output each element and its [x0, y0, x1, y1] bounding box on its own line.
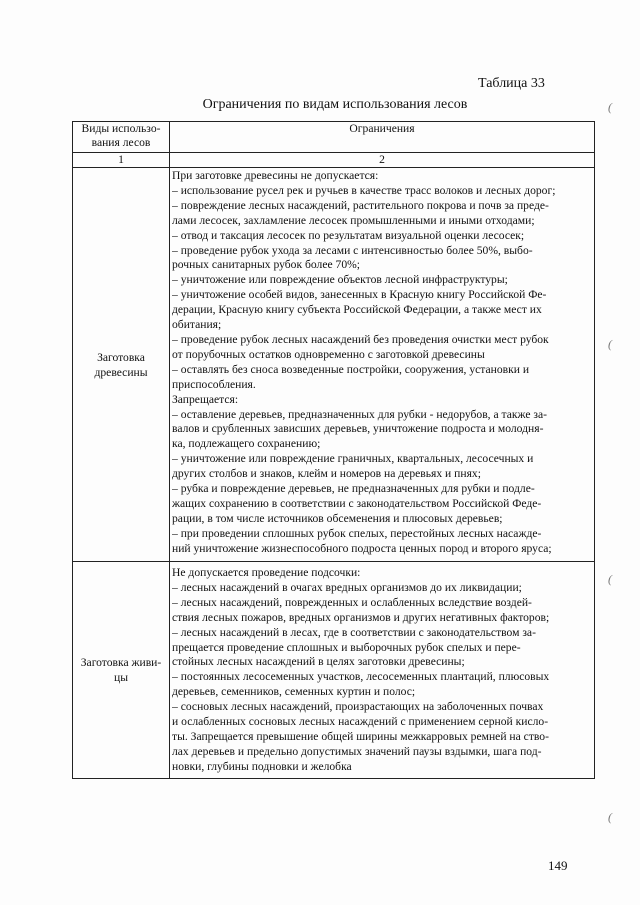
restriction-line: Не допускается проведение подсочки:: [172, 566, 361, 579]
restriction-line: новки, глубины подновки и желобка: [172, 759, 352, 773]
restriction-line: ка, подлежащего сохранению;: [172, 437, 321, 451]
column-number-2: 2: [170, 153, 595, 168]
column-header-restrictions: Ограничения: [170, 122, 595, 153]
restriction-line: – проведение рубок ухода за лесами с интенсивностью более 50%, выбо-: [172, 243, 533, 257]
row-name-timber-harvesting: Заготовка древесины: [73, 168, 170, 562]
restriction-line: прещается проведение сплошных и выборочных рубок спелых и пере-: [172, 640, 521, 654]
header-row: [73, 122, 595, 153]
restriction-line: – проведение рубок лесных насаждений без проведения очистки мест рубок: [172, 332, 549, 346]
restriction-line: – уничтожение или повреждение граничных, квартальных, лесосечных и: [172, 452, 534, 466]
row-name-resin-harvesting: Заготовка живи-цы: [73, 562, 170, 779]
restriction-line: валов и срубленных зависших деревьев, уничтожение подроста и молодня-: [172, 422, 544, 436]
table-title: Ограничения по видам использования лесов: [202, 97, 468, 112]
margin-mark: (: [608, 572, 612, 586]
restriction-line: ствия лесных пожаров, вредных организмов и других негативных факторов;: [172, 610, 550, 624]
restriction-line: – лесных насаждений в очагах вредных организмов до их ликвидации;: [172, 580, 522, 594]
restriction-line: рации, в том числе источников обсеменения и плюсовых деревьев;: [172, 511, 503, 525]
restriction-line: – повреждение лесных насаждений, растительного покрова и почв за преде-: [172, 198, 549, 212]
restriction-line: приспособления.: [172, 377, 256, 391]
restriction-line: Запрещается:: [172, 392, 239, 406]
restriction-line: – отвод и таксация лесосек по результатам визуальной оценки лесосек;: [172, 228, 525, 242]
restriction-line: лами лесосек, захламление лесосек промышленными и иными отходами;: [172, 213, 535, 227]
restrictions-table: [72, 121, 595, 779]
restriction-line: от порубочных остатков одновременно с заготовкой древесины: [172, 347, 485, 361]
margin-mark: (: [608, 100, 612, 114]
column-number-1: 1: [73, 153, 170, 168]
restriction-line: – постоянных лесосеменных участков, лесосеменных плантаций, плюсовых: [172, 670, 550, 684]
restriction-line: – оставление деревьев, предназначенных для рубки - недорубов, а также за-: [172, 407, 547, 421]
restriction-line: – уничтожение или повреждение объектов лесной инфраструктуры;: [172, 273, 508, 287]
restriction-line: – при проведении сплошных рубок спелых, перестойных лесных насажде-: [172, 526, 542, 540]
row-restrictions: [170, 562, 595, 779]
restriction-line: – лесных насаждений в лесах, где в соответствии с законодательством за-: [172, 625, 536, 639]
restriction-line: – рубка и повреждение деревьев, не предназначенных для рубки и подле-: [172, 482, 535, 496]
restriction-line: ты. Запрещается превышение общей ширины межкарровых ремней на ство-: [172, 729, 549, 743]
restriction-line: стойных лесных насаждений в целях заготовки древесины;: [172, 655, 465, 669]
restriction-line: – лесных насаждений, поврежденных и ослабленных вследствие воздей-: [172, 595, 532, 609]
restriction-line: и ослабленных сосновых лесных насаждений с применением серной кисло-: [172, 715, 549, 729]
restriction-line: При заготовке древесины не допускается:: [172, 169, 379, 182]
margin-mark: (: [608, 337, 612, 351]
page-number: 149: [548, 858, 568, 873]
table-label: Таблица 33: [478, 76, 545, 91]
restriction-line: – оставлять без сноса возведенные постройки, сооружения, установки и: [172, 362, 530, 376]
restriction-line: ний уничтожение жизнеспособного подроста ценных пород и второго яруса;: [172, 541, 552, 555]
restriction-line: – уничтожение особей видов, занесенных в Красную книгу Российской Фе-: [172, 288, 547, 302]
restriction-line: жащих сохранению в соответствии с законодательством Российской Феде-: [172, 496, 542, 510]
restriction-line: лах деревьев и предельно допустимых значений паузы вздымки, шага под-: [172, 744, 542, 758]
column-number-row: [73, 153, 595, 168]
margin-mark: (: [608, 810, 612, 824]
restriction-line: других столбов и знаков, клейм и номеров на деревьях и пнях;: [172, 467, 481, 481]
restriction-line: – сосновых лесных насаждений, произрастающих на заболоченных почвах: [172, 700, 544, 714]
restriction-line: рочных санитарных рубок более 70%;: [172, 258, 361, 272]
table-row: [73, 168, 595, 562]
restriction-line: деревьев, семенников, семенных куртин и полос;: [172, 685, 416, 699]
column-header-use-types: Виды использо-вания лесов: [73, 122, 170, 153]
restriction-line: обитания;: [172, 318, 222, 332]
restriction-line: дерации, Красную книгу субъекта Российской Федерации, а также мест их: [172, 303, 542, 317]
table-row: [73, 562, 595, 779]
restriction-line: – использование русел рек и ручьев в качестве трасс волоков и лесных дорог;: [172, 183, 556, 197]
row-restrictions: [170, 168, 595, 562]
